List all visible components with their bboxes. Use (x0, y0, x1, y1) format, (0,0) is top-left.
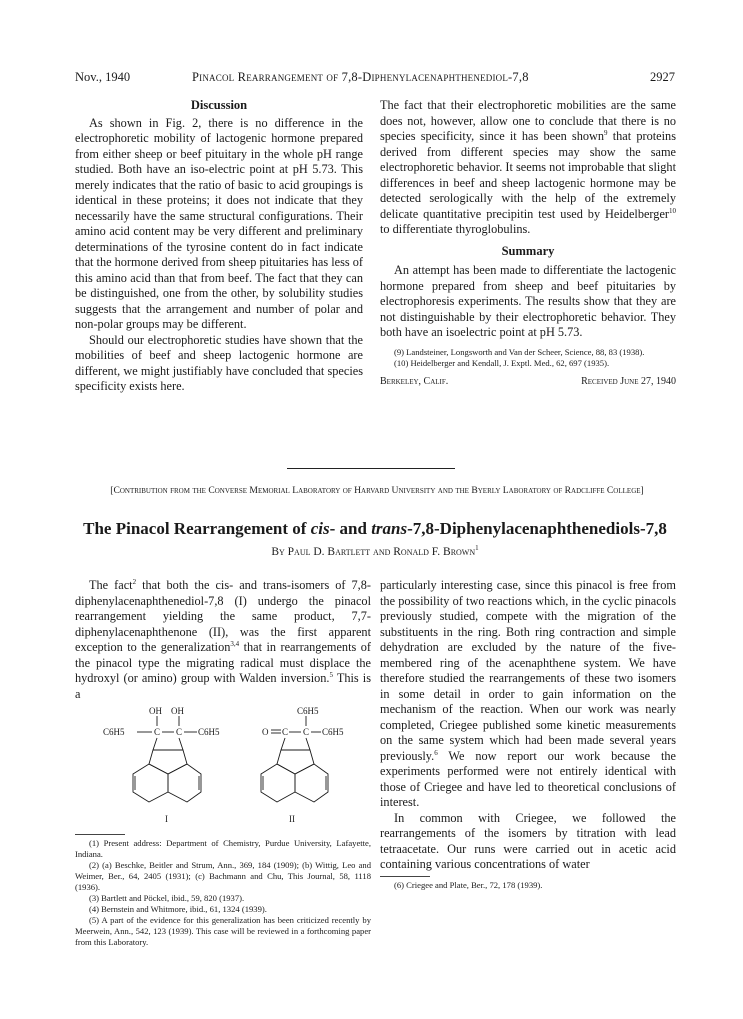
footnote-rule (75, 834, 125, 835)
contribution-note: [Contribution from the Converse Memorial Laboratory of Harvard University and the Byerly Laboratory of Radcliffe College] (110, 485, 644, 496)
discussion-heading: Discussion (190, 98, 248, 112)
struct2-o: O (262, 727, 269, 737)
byline: By Paul D. Bartlett and Ronald F. Brown$^1$ (271, 544, 479, 558)
place: Berkeley, Calif. (380, 375, 449, 387)
summary-paragraph: An attempt has been made to differentiate the lactogenic hormone prepared from sheep and beef pituitaries by electrophoresis experiments. The results show that they are not distinguishable by their electrophoretic behavior. They both have an isoelectric point at pH 5.73. (380, 263, 676, 339)
structure-I (133, 716, 201, 802)
footnote-3: (3) Bartlett and Pöckel, ibid., 59, 820 (1937). (89, 893, 245, 903)
article-column-left (75, 578, 371, 948)
footnote-2: (2) (a) Beschke, Beitler and Strum, Ann., 369, 184 (1909); (b) Wittig, Leo and Weimer, Ber., 64, 2405 (1931); (c) Bachmann and Chu, This Journal, 58, 1118 (1936). (75, 860, 371, 892)
footnote-rule-right (380, 876, 430, 877)
struct1-c2: C (176, 727, 183, 737)
summary-heading: Summary (501, 243, 555, 258)
discussion-paragraph-2: Should our electrophoretic studies have shown that the mobilities of beef and sheep lactogenic hormone are different, we might justifiably have concluded that species specificity exists here. (75, 332, 363, 393)
struct1-ph-right: C6H5 (198, 727, 220, 737)
structure-II (261, 716, 328, 802)
article-paragraph-2: particularly interesting case, since this pinacol is free from the possibility of two reactions which, in the cyclic pinacols previously studied, compete with the migration of the substituents in the ring. Both ring contraction and simple dehydration are excluded by the nature of the five-membered ring of the acenaphthene system. We have therefore studied the rearrangements of these two isomers in some detail in order to gain information on the mechanism of the reaction. When our work was nearly completed, Criegee published some kinetic measurements on the same system which had been made several years previously.$^6$ We now report our work because the experiments performed were not entirely identical with those of Criegee and have led to theoretical conclusions of interest. (380, 578, 676, 809)
footnote-1: (1) Present address: Department of Chemistry, Purdue University, Lafayette, Indiana. (75, 838, 371, 859)
article-column-right (380, 578, 676, 891)
section-divider (287, 468, 455, 469)
header-date: Nov., 1940 (75, 70, 131, 84)
footnote-4: (4) Bernstein and Whitmore, ibid., 61, 1324 (1939). (89, 904, 267, 914)
struct1-ph-left: C6H5 (103, 727, 125, 737)
running-header (75, 70, 675, 86)
struct1-label: I (165, 814, 168, 824)
footnote-10: (10) Heidelberger and Kendall, J. Exptl. Med., 62, 697 (1935). (394, 357, 610, 368)
struct1-oh1: OH (149, 706, 162, 716)
discussion-column-right (380, 98, 676, 389)
struct2-ph-right: C6H5 (322, 727, 344, 737)
article-paragraph-1: The fact$^2$ that both the cis- and trans-isomers of 7,8-diphenylacenaphthenediol-7,8 (I) undergo the pinacol rearrangement yielding the same product, 7,7-diphenylacenaphthenone (II), was the first apparent exception to the generalization$^{3,4}$ that in rearrangements of the pinacol type the migrating radical must displace the hydroxyl (or amino) group with Walden inversion.$^5$ This is a (75, 577, 371, 701)
struct2-ph-top: C6H5 (297, 706, 319, 716)
discussion-paragraph-3: The fact that their electrophoretic mobilities are the same does not, however, allow one to conclude that there is no species specificity, since it has been shown$^9$ that proteins derived from different species may show the same electrophoretic behavior. It seems not improbable that slight differences in beef and sheep lactogenic hormone may be detected serologically with the help of the extremely delicate quantitative precipitin test used by Heidelberger$^{10}$ to differentiate thyroglobulins. (380, 98, 676, 236)
struct1-oh2: OH (171, 706, 184, 716)
received-date: Received June 27, 1940 (581, 375, 676, 387)
header-title: Pinacol Rearrangement of 7,8-Diphenylacenaphthenediol-7,8 (192, 70, 529, 84)
discussion-column (75, 98, 363, 395)
page-number: 2927 (650, 70, 675, 84)
article-paragraph-3: In common with Criegee, we followed the rearrangements of the isomers by titration with lead tetraacetate. Our runs were carried out in acetic acid containing various concentrations of water (380, 810, 676, 871)
footnote-5: (5) A part of the evidence for this generalization has been criticized recently by Meerwein, Ann., 542, 123 (1939). This case will be reviewed in a forthcoming paper from this Laboratory. (75, 915, 371, 947)
discussion-paragraph-1: As shown in Fig. 2, there is no difference in the electrophoretic mobility of lactogenic hormone prepared from either sheep or beef pituitary in the whole pH range studied. Both have an iso-electric point at pH 5.73. This merely indicates that the ratio of basic to acid groupings is identical in these proteins; it does not indicate that they necessarily have the same structural configurations. Their amino acid content may be very different and preliminary determinations of the tyrosine content do in fact indicate that the hormone derived from sheep pituitaries has less of this amino acid than that from beef. The fact that they can be distinguished, one from the other, by solubility studies suggests that the arrangement and number of polar and non-polar groups may be different. (75, 115, 363, 331)
article-title: The Pinacol Rearrangement of cis- and trans-7,8-Diphenylacenaphthenediols-7,8 (83, 519, 667, 538)
affiliation-line (380, 374, 676, 390)
struct2-c1: C (282, 727, 289, 737)
chemical-structures (75, 704, 371, 828)
struct1-c1: C (154, 727, 161, 737)
struct2-label: II (289, 814, 295, 824)
struct2-c2: C (303, 727, 310, 737)
footnote-6: (6) Criegee and Plate, Ber., 72, 178 (1939). (394, 879, 543, 890)
footnote-9: (9) Landsteiner, Longsworth and Van der Scheer, Science, 88, 83 (1938). (394, 346, 645, 357)
